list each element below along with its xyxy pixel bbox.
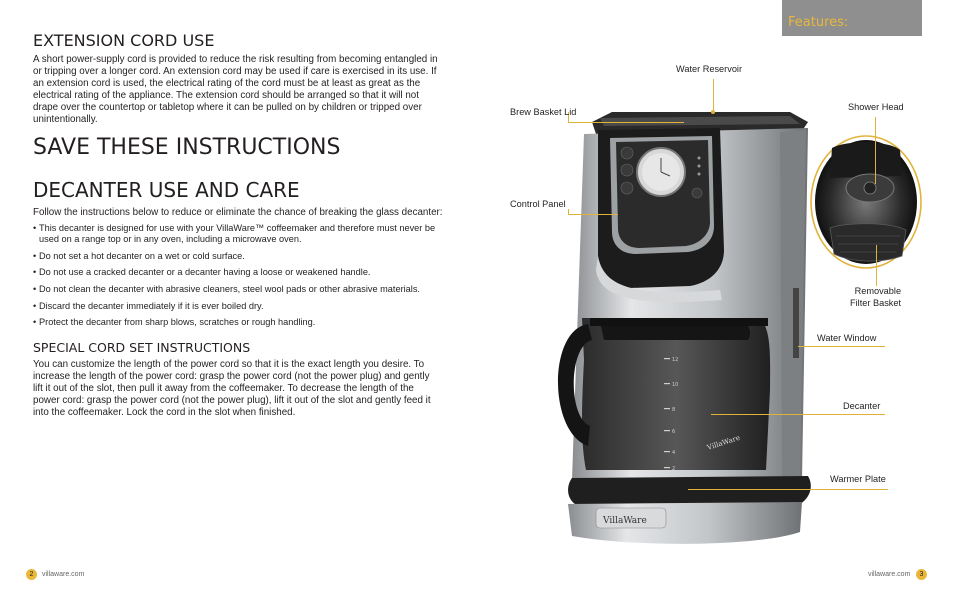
callout-water-window: Water Window bbox=[817, 333, 877, 343]
features-label: Features: bbox=[788, 15, 849, 30]
filter-basket bbox=[830, 224, 906, 261]
carafe-mark: 8 bbox=[672, 407, 676, 413]
callout-filter-basket-line2: Filter Basket bbox=[850, 297, 902, 308]
list-item: • Do not clean the decanter with abrasive cleaners, steel wool pads or other abrasive materials. bbox=[33, 284, 443, 295]
base-brand-label: VillaWare bbox=[603, 516, 647, 526]
carafe-mark: 6 bbox=[672, 429, 676, 435]
list-item: • This decanter is designed for use with your VillaWare™ coffeemaker and therefore must never be used on a range top or in any oven, including a microwave oven. bbox=[33, 223, 443, 245]
list-item: • Discard the decanter immediately if it is ever boiled dry. bbox=[33, 301, 443, 312]
panel-button bbox=[621, 182, 633, 194]
page-number-right: 3 bbox=[916, 569, 927, 580]
decanter bbox=[582, 318, 770, 470]
leader-water-window bbox=[798, 346, 885, 347]
list-item: • Do not use a cracked decanter or a decanter having a loose or weakened handle. bbox=[33, 267, 443, 278]
decanter-brand-label: VillaWare bbox=[706, 433, 742, 452]
cord-set-text: You can customize the length of the power cord so that it is the exact length you desire. To increase the length of the power cord: grasp the power cord (not the power plug) and gently lift it out of the slot, then pull it away from the coffeemaker. To decrease the length of the power cord: grasp the power cord (not the power plug), lift it out of the slot and gently feed it into the coffeemaker. Lock the cord in the slot when finished. bbox=[33, 359, 431, 419]
page-number-left: 2 bbox=[26, 569, 37, 580]
callout-warmer-plate: Warmer Plate bbox=[830, 474, 886, 484]
carafe-mark: 4 bbox=[672, 450, 676, 456]
save-instructions-heading: SAVE THESE INSTRUCTIONS bbox=[33, 135, 341, 160]
leader-shower-head bbox=[875, 117, 876, 184]
carafe-mark: 12 bbox=[672, 357, 679, 363]
footer-url-left[interactable]: villaware.com bbox=[42, 571, 85, 578]
decanter-care-heading: DECANTER USE AND CARE bbox=[33, 178, 300, 202]
leader-warmer-plate bbox=[688, 489, 888, 490]
leader-brew-basket-lid-h bbox=[568, 122, 684, 123]
callout-filter-basket-line1: Removable bbox=[854, 286, 902, 296]
callout-filter-basket bbox=[852, 286, 901, 309]
panel-button bbox=[621, 164, 633, 176]
list-item: • Protect the decanter from sharp blows, scratches or rough handling. bbox=[33, 317, 443, 328]
callout-brew-basket-lid: Brew Basket Lid bbox=[510, 107, 577, 117]
list-item: • Do not set a hot decanter on a wet or cold surface. bbox=[33, 251, 443, 262]
warmer-plate bbox=[568, 476, 811, 506]
carafe-mark: 10 bbox=[672, 382, 679, 388]
panel-button bbox=[692, 188, 702, 198]
leader-dot bbox=[711, 110, 715, 114]
leader-decanter bbox=[711, 414, 885, 415]
leader-control-panel-h bbox=[568, 214, 618, 215]
callout-control-panel: Control Panel bbox=[510, 199, 566, 209]
extension-cord-text: A short power-supply cord is provided to reduce the risk resulting from becoming entangled in or tripping over a longer cord. An extension cord may be used if care is exercised in its use. If an extension cord is used, the electrical rating of the cord must be at least as great as the electrical rating of the appliance. The extension cord should be arranged so that it will not drape over the countertop or tabletop where it can be pulled on by children or tripped over unintentionally. bbox=[33, 54, 438, 126]
callout-decanter: Decanter bbox=[843, 401, 881, 411]
decanter-intro-text: Follow the instructions below to reduce or eliminate the chance of breaking the glass decanter: bbox=[33, 207, 443, 218]
callout-shower-head: Shower Head bbox=[848, 102, 904, 112]
panel-button bbox=[621, 147, 633, 159]
leader-water-reservoir bbox=[713, 79, 714, 113]
leader-filter-basket bbox=[876, 245, 877, 286]
callout-water-reservoir: Water Reservoir bbox=[676, 64, 743, 74]
water-window bbox=[793, 288, 799, 358]
footer-url-right[interactable]: villaware.com bbox=[868, 571, 911, 578]
extension-cord-heading: EXTENSION CORD USE bbox=[33, 31, 215, 50]
carafe-mark: 2 bbox=[672, 466, 676, 472]
cord-set-heading: SPECIAL CORD SET INSTRUCTIONS bbox=[33, 340, 251, 355]
